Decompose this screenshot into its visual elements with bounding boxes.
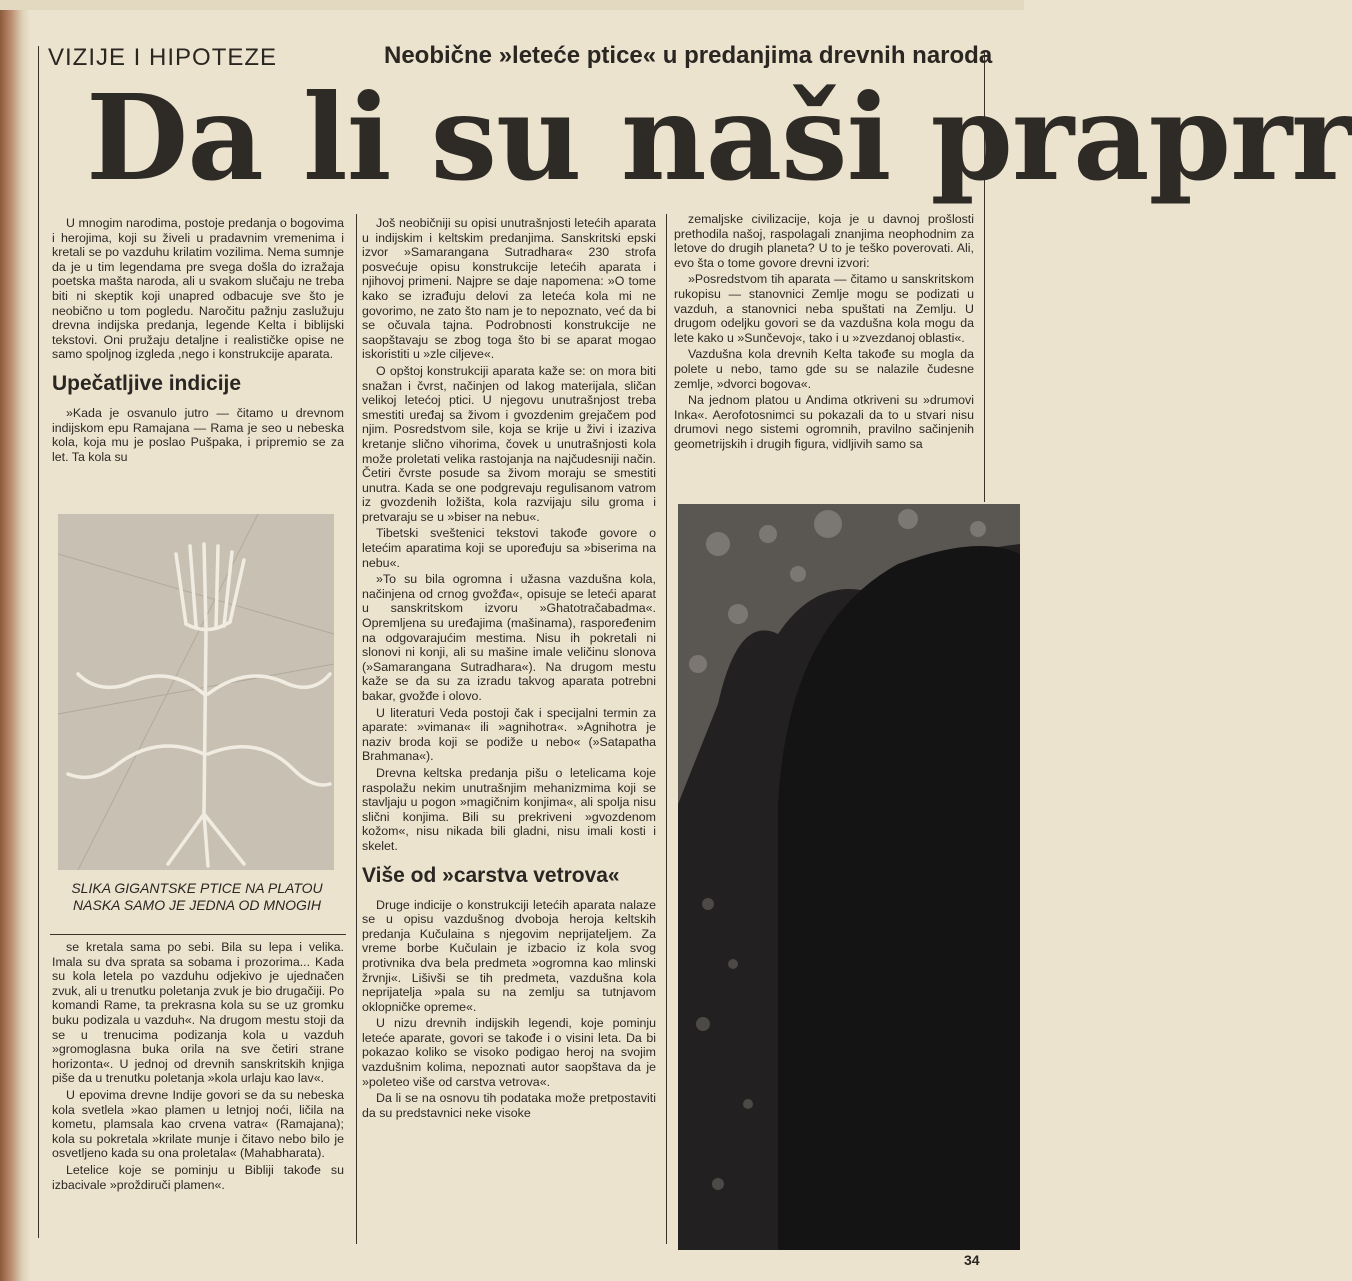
paragraph: U epovima drevne Indije govori se da su nebeska kola svetlela »kao plamen u letnjoj noći, ličila na kometu, plamsala kao crvena vatra« (Ramajana); kola su pokretala »krilate munje i čitavo nebo bilo je osvetljeno kada su ona proletala« (Mahabharata). <box>52 1087 344 1161</box>
paragraph: Vazdušna kola drevnih Kelta takođe su mogla da polete u nebo, tamo gde su se nalazile čudesne zemlje, »dvorci bogova«. <box>674 347 974 391</box>
subheading-carstvo-vetrova: Više od »carstva vetrova« <box>362 863 620 887</box>
nazca-bird-photo <box>58 514 334 870</box>
left-column-rule <box>38 46 39 1238</box>
paragraph: Letelice koje se pominju u Bibliji takođe su izbacivale »proždiruči plamen«. <box>52 1162 344 1192</box>
page-number: 34 <box>964 1252 980 1268</box>
article-headline: Da li su naši praprr <box>86 68 1352 207</box>
paragraph: Na jednom platou u Andima otkriveni su »drumovi Inka«. Aerofotosnimci su pokazali da to u stvari nisu drumovi nego sistemi ogromnih, pravilno sačinjenih geometrijskih i drugih figura, vidljivih samo sa <box>674 393 974 451</box>
paragraph: Tibetski sveštenici tekstovi takođe govore o letećim aparatima koji se upoređuju sa »biserima na nebu«. <box>362 526 656 570</box>
dark-photo-drawing <box>678 504 1020 1250</box>
paragraph: Još neobičniji su opisi unutrašnjosti letećih aparata u indijskim i keltskim predanjima. Sanskritski epski izvor »Samarangana Sutradhara« 230 strofa posvećuje opisu konstrukcije letećih aparata i njihovoj primeni. Najpre se daje napomena: »O tome kako se izrađuju delovi za leteća kola mi ne govorimo, ne zato što nam je to nepoznato, već da bi se očuvala tajna. Podrobnosti konstrukcije ne saopštavaju se zbog toga što bi se aparat mogao iskoristiti u »zle ciljeve«. <box>362 216 656 362</box>
photo-caption: SLIKA GIGANTSKE PTICE NA PLATOU NASKA SAMO JE JEDNA OD MNOGIH <box>71 880 323 913</box>
intro-paragraph: U mnogim narodima, postoje predanja o bogovima i herojima, koji su živeli u pradavnim vremenima i kretali se po vazduhu krilatim vozilima. Nema sumnje da je u tim legendama pre svega došla do izražaja poetska mašta naroda, ali u svakom slučaju ne treba biti ni skeptik koji unapred odbacuje sve što je neobično u tom pogledu. Naročitu pažnju zaslužuju drevna indijska predanja, legende Kelta i biblijski tekstovi. Oni pružaju detaljne i realističke opise ne samo spoljnog izgleda ,nego i konstrukcije aparata. <box>52 216 344 362</box>
paragraph: Da li se na osnovu tih podataka može pretpostaviti da su predstavnici neke visoke <box>362 1091 656 1120</box>
column-divider-1 <box>356 214 357 1244</box>
paragraph: U literaturi Veda postoji čak i specijalni termin za aparate: »vimana« ili »agnihotra«. »Agnihotra je naziv broda koji se podiže u nebo« (»Satapatha Brahmana«). <box>362 705 656 764</box>
paragraph: se kretala sama po sebi. Bila su lepa i velika. Imala su dva sprata sa sobama i prozorima... Kada su kola letela po vazduhu odjekivo je ujednačen zvuk, ali u trenutku poletanja zvuk je bio drugačiji. Po komandi Rame, ta prekrasna kola su se uz gromku buku podizala u vazduh«. Na drugom mestu stoji da se u trenucima podizanja kola u vazduh »gromoglasna buka orila na sve četiri strane horizonta«. U jednoj od drevnih sanskritskih knjiga piše da u trenutku poletanja »kola urlaju kao lav«. <box>52 940 344 1086</box>
page-binding-edge <box>0 0 30 1281</box>
column-1-bottom <box>52 940 344 1194</box>
dark-landscape-photo <box>678 504 1020 1250</box>
paragraph: »Kada je osvanulo jutro — čitamo u drevnom indijskom epu Ramajana — Rama je seo u nebeska kola, koja mu je poslao Pušpaka, i pripremio se za let. Ta kola su <box>52 405 344 464</box>
column-1-top <box>52 216 344 466</box>
paragraph: »To su bila ogromna i užasna vazdušna kola, načinjena od crnog gvožđa«, opisuje se leteći aparat u sanskritskom izvoru »Ghatotračabadma«. Opremljena su uređajima (mašinama), raspoređenim na odgovarajućim mestima. Nisu ih pokretali ni slonovi ni konji, ali su mašine imale veličinu slonova (»Samarangana Sutradhara«). Na drugom mestu kaže se da su za izradu takvog aparata potrebni bakar, gvožđe i olovo. <box>362 572 656 703</box>
paragraph: »Posredstvom tih aparata — čitamo u sanskritskom rukopisu — stanovnici Zemlje mogu se podizati u vazduh, a stanovnici neba spuštati na Zemlju. U drugom odeljku govori se da vazdušna kola mogu da lete kako u »Sunčevoj«, tako i u »zvezdanoj oblasti«. <box>674 272 974 345</box>
section-label: VIZIJE I HIPOTEZE <box>48 44 278 71</box>
page-top-edge <box>0 0 1024 10</box>
column-3 <box>674 212 974 454</box>
article-kicker: Neobične »leteće ptice« u predanjima drevnih naroda <box>384 42 993 69</box>
paragraph: Druge indicije o konstrukciji letećih aparata nalaze se u opisu vazdušnog dvoboja heroja keltskih predanja Kučulaina s njegovim neprijateljem. Za vreme borbe Kučulain je izbacio iz kola svog protivnika dva bela predmeta »ogromna kao mlinski žrvnji«. Lišivši se tih predmeta, vazdušna kola neprijatelja »pala su na zemlju sa tutnjavom oklopničke opreme«. <box>362 897 656 1014</box>
paragraph: Drevna keltska predanja pišu o letelicama koje raspolažu nekim unutrašnjim mehanizmima koji se stavljaju u pogon »magičnim konjima«, ali spolja nisu slični konjima. Bili su prekriveni »gvozdenom kožom«, nisu nikada bili gladni, nisu imali kosti i skelet. <box>362 765 656 853</box>
column-divider-2 <box>666 214 667 1244</box>
nazca-bird-drawing <box>58 514 334 870</box>
paragraph: zemaljske civilizacije, koja je u davnoj prošlosti prethodila našoj, raspolagali znanjima neophodnim za letove do drugih planeta? U to je teško poverovati. Ali, evo šta o tome govore drevni izvori: <box>674 212 974 270</box>
caption-rule <box>50 934 346 935</box>
column-2 <box>362 216 656 1122</box>
paragraph: U nizu drevnih indijskih legendi, koje pominju leteće aparate, govori se takođe i o visini leta. Da bi pokazao koliko se visoko podigao heroj na svojim vazdušnim kolima, nepoznati autor saopštava da je »poleteo više od carstva vetrova«. <box>362 1016 656 1089</box>
paragraph: O opštoj konstrukciji aparata kaže se: on mora biti snažan i čvrst, načinjen od lakog materijala, sličan velikoj letećoj ptici. U njegovu unutrašnjost treba smestiti uređaj sa živom i gvozdenim grejačem pod njim. Posredstvom sile, koja se krije u živi i izaziva kretanje slično vihorima, čovek u unutrašnjosti kola može proletati velika rastojanja na najčudesniji način. Četiri čvrste posude sa živom moraju se smestiti unutra. Kada se one podgrevaju regulisanom vatrom iz gvozdenih ložišta, kola razvijaju silu groma i pretvaraju se u »biser na nebu«. <box>362 363 656 524</box>
subheading-indicije: Upečatljive indicije <box>52 371 242 395</box>
